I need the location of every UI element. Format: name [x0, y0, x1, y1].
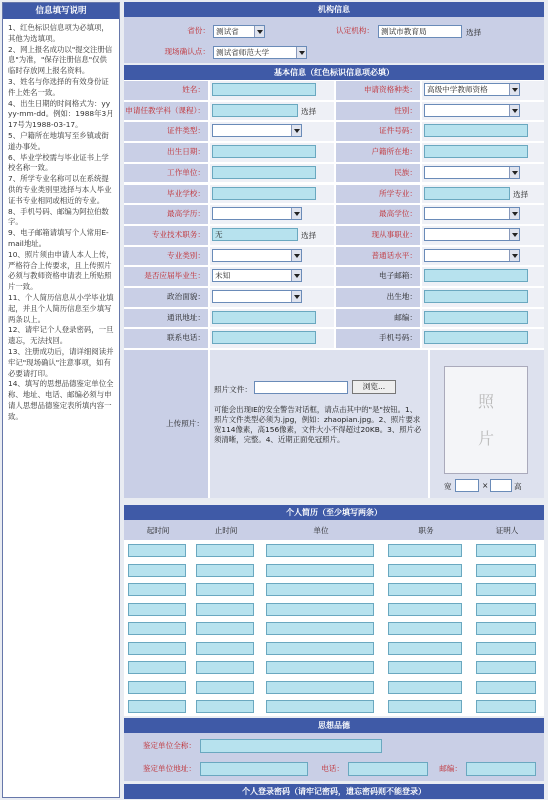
site-select[interactable]: 测试省师范大学 — [213, 46, 307, 59]
resume-cell-input[interactable] — [128, 544, 186, 557]
resume-cell-input[interactable] — [196, 544, 254, 557]
resume-cell-input[interactable] — [196, 681, 254, 694]
resume-cell-input[interactable] — [266, 603, 374, 616]
resume-cell-input[interactable] — [266, 661, 374, 674]
field-value: 高级中学教师资格 — [427, 85, 488, 94]
resume-cell-input[interactable] — [388, 603, 462, 616]
photo-label: 上传照片： — [124, 350, 208, 498]
field-label: 出生地： — [336, 288, 420, 307]
instruction-item: 8、手机号码、邮编为阿拉伯数字。 — [8, 206, 109, 227]
field-value: 未知 — [215, 271, 231, 281]
resume-cell-input[interactable] — [388, 544, 462, 557]
photo-placeholder-bottom: 片 — [477, 429, 494, 448]
resume-cell-input[interactable] — [476, 681, 536, 694]
resume-cell-input[interactable] — [128, 681, 186, 694]
resume-cell-input[interactable] — [266, 564, 374, 577]
field-input[interactable] — [212, 145, 316, 158]
instruction-item: 14、填写的思想品德鉴定单位全称、地址、电话、邮编必须与申请人思想品德鉴定表所填内容一致。 — [8, 379, 114, 421]
field-select[interactable] — [212, 249, 302, 262]
org-section — [124, 17, 544, 63]
instruction-item: 3、姓名与你选择的有效身份证件上姓名一致。 — [8, 76, 109, 97]
field-input[interactable] — [424, 290, 528, 303]
instruction-item: 10、照片须由申请人本人上传，严格符合上传要求，且上传照片必须与教师资格申请表上所贴照片一致。 — [8, 249, 114, 292]
field-label: 最高学位： — [336, 205, 420, 224]
field-label: 出生日期： — [124, 143, 208, 162]
field-input[interactable] — [212, 166, 316, 179]
resume-cell-input[interactable] — [388, 622, 462, 635]
instructions-title: 信息填写说明 — [3, 3, 119, 19]
resume-cell-input[interactable] — [388, 642, 462, 655]
resume-cell-input[interactable] — [388, 583, 462, 596]
field-label: 工作单位： — [124, 164, 208, 183]
moral-section-title: 思想品德 — [124, 718, 544, 733]
cert-org-input[interactable]: 测试市教育局 — [378, 25, 462, 38]
field-input[interactable] — [424, 269, 528, 282]
photo-file-label: 照片文件： — [214, 385, 252, 394]
moral-zip-input[interactable] — [466, 762, 536, 776]
moral-zip-label: 邮编： — [439, 764, 462, 773]
field-input[interactable] — [424, 124, 528, 137]
dropdown-arrow-icon — [509, 167, 519, 178]
instruction-item: 13、注册成功后，请详细阅读并牢记"现场确认"注意事项，如有必要请打印。 — [8, 346, 114, 378]
field-select[interactable] — [424, 249, 520, 262]
cert-org-label: 认定机构： — [336, 26, 374, 35]
field-select[interactable] — [212, 124, 302, 137]
resume-table — [124, 520, 544, 716]
cert-org-choose[interactable]: 选择 — [466, 28, 482, 37]
instruction-item: 5、户籍所在地填写至乡镇或街道办事处。 — [8, 130, 109, 151]
field-input[interactable] — [212, 331, 316, 344]
times-sign: × — [482, 481, 489, 490]
field-label: 证件号码： — [336, 122, 420, 141]
dropdown-arrow-icon — [291, 270, 301, 281]
instructions-panel — [2, 2, 120, 798]
field-label: 通讯地址： — [124, 309, 208, 328]
field-input[interactable] — [424, 311, 528, 324]
photo-file-input[interactable] — [254, 381, 348, 394]
dropdown-arrow-icon — [509, 105, 519, 116]
field-label: 专业技术职务： — [124, 226, 208, 245]
field-label: 普通话水平： — [336, 247, 420, 266]
dropdown-arrow-icon — [509, 229, 519, 240]
resume-header-cell: 证明人 — [495, 526, 519, 535]
resume-cell-input[interactable] — [388, 681, 462, 694]
field-label: 姓名： — [124, 81, 208, 100]
resume-cell-input[interactable] — [196, 603, 254, 616]
province-select[interactable]: 测试省 — [213, 25, 265, 38]
resume-cell-input[interactable] — [128, 642, 186, 655]
field-label: 申请任教学科（课程）： — [124, 102, 208, 121]
moral-section — [124, 733, 544, 781]
field-label: 专业类别： — [124, 247, 208, 266]
instructions-list — [3, 19, 119, 426]
resume-cell-input[interactable] — [128, 603, 186, 616]
instruction-item: 7、所学专业名称可以在系统提供的专业类别里选择与本人毕业证书专业相同或相近的专业。 — [8, 174, 112, 205]
moral-addr-input[interactable] — [200, 762, 308, 776]
resume-cell-input[interactable] — [476, 661, 536, 674]
field-select[interactable] — [424, 207, 520, 220]
field-label: 政治面貌： — [124, 288, 208, 307]
resume-cell-input[interactable] — [196, 700, 254, 713]
photo-preview-area — [430, 350, 544, 498]
field-input[interactable] — [212, 83, 316, 96]
dropdown-arrow-icon — [509, 250, 519, 261]
basic-info-form — [124, 80, 544, 350]
resume-cell-input[interactable] — [266, 622, 374, 635]
resume-cell-input[interactable] — [266, 544, 374, 557]
choose-link[interactable]: 选择 — [301, 106, 317, 116]
instruction-item: 11、个人简历信息从小学毕业填起，并且个人简历信息至少填写两条以上。 — [8, 292, 114, 324]
instruction-item: 12、请牢记个人登录密码，一旦遗忘，无法找回。 — [8, 325, 114, 346]
choose-link[interactable]: 选择 — [301, 230, 317, 240]
org-section-title: 机构信息 — [124, 2, 544, 17]
field-label: 毕业学校： — [124, 185, 208, 204]
resume-cell-input[interactable] — [266, 642, 374, 655]
choose-link[interactable]: 选择 — [513, 189, 529, 199]
field-label: 户籍所在地： — [336, 143, 420, 162]
resume-cell-input[interactable] — [388, 564, 462, 577]
field-select[interactable] — [424, 228, 520, 241]
dropdown-arrow-icon — [291, 291, 301, 302]
resume-cell-input[interactable] — [128, 564, 186, 577]
field-label: 证件类型： — [124, 122, 208, 141]
field-label: 最高学历： — [124, 205, 208, 224]
instruction-item: 9、电子邮箱请填写个人常用E-mail地址。 — [8, 228, 109, 248]
field-input[interactable] — [424, 145, 528, 158]
login-section-title: 个人登录密码（请牢记密码，遗忘密码则不能登录） — [124, 784, 544, 799]
dropdown-arrow-icon — [291, 208, 301, 219]
field-select[interactable] — [212, 269, 302, 282]
field-label: 性别： — [336, 102, 420, 121]
resume-cell-input[interactable] — [196, 642, 254, 655]
width-input[interactable] — [455, 479, 479, 492]
field-input[interactable] — [212, 311, 316, 324]
field-label: 联系电话： — [124, 329, 208, 348]
field-label: 邮编： — [336, 309, 420, 328]
field-label: 所学专业： — [336, 185, 420, 204]
field-select[interactable] — [212, 290, 302, 303]
resume-cell-input[interactable] — [196, 564, 254, 577]
photo-notes: 可能会出现IE的安全警告对话框，请点击其中的"是"按钮。1、照片文件类型必须为.jpg，例如：zhaopian.jpg。2、照片要求宽114像素，高156像素，文件大小不得超过20KB。3、照片必须清晰，完整。4、近期正面免冠照片。 — [214, 405, 422, 444]
moral-phone-input[interactable] — [348, 762, 428, 776]
resume-section-title: 个人简历（至少填写两条） — [124, 505, 544, 520]
field-select[interactable] — [212, 207, 302, 220]
moral-unit-input[interactable] — [200, 739, 382, 753]
photo-upload-area — [210, 350, 428, 498]
field-input[interactable] — [212, 187, 316, 200]
dropdown-arrow-icon — [509, 208, 519, 219]
height-input[interactable] — [490, 479, 512, 492]
instruction-item: 1、红色标识信息项为必填项，其他为选填项。 — [8, 23, 109, 43]
resume-cell-input[interactable] — [476, 700, 536, 713]
resume-cell-input[interactable] — [266, 681, 374, 694]
instruction-item: 4、出生日期的时间格式为：yyyy-mm-dd。例如：1988年3月17号为1988-03-17。 — [8, 98, 114, 130]
resume-cell-input[interactable] — [196, 622, 254, 635]
instruction-item: 2、网上报名成功以"提交注册信息"为准，"保存注册信息"仅供临时存放网上报名资料。 — [8, 44, 113, 76]
dropdown-arrow-icon — [509, 84, 519, 95]
resume-cell-input[interactable] — [476, 544, 536, 557]
resume-cell-input[interactable] — [476, 603, 536, 616]
moral-unit-label: 鉴定单位全称： — [142, 741, 196, 750]
field-label: 手机号码： — [336, 329, 420, 348]
field-input[interactable] — [212, 104, 298, 117]
field-select[interactable] — [424, 166, 520, 179]
resume-cell-input[interactable] — [128, 661, 186, 674]
field-input[interactable] — [424, 187, 510, 200]
resume-cell-input[interactable] — [388, 661, 462, 674]
dropdown-arrow-icon — [291, 125, 301, 136]
field-label: 申请资格种类： — [336, 81, 420, 100]
resume-cell-input[interactable] — [128, 583, 186, 596]
resume-cell-input[interactable] — [128, 700, 186, 713]
resume-cell-input[interactable] — [476, 564, 536, 577]
field-label: 民族： — [336, 164, 420, 183]
province-label: 省份： — [187, 26, 210, 35]
field-select[interactable] — [424, 83, 520, 96]
field-input[interactable] — [212, 228, 298, 241]
field-label: 是否应届毕业生： — [124, 267, 208, 286]
resume-cell-input[interactable] — [476, 583, 536, 596]
moral-addr-label: 鉴定单位地址： — [142, 764, 196, 773]
resume-cell-input[interactable] — [266, 700, 374, 713]
photo-section — [124, 350, 544, 498]
field-label: 现从事职业： — [336, 226, 420, 245]
field-label: 电子邮箱： — [336, 267, 420, 286]
resume-cell-input[interactable] — [476, 622, 536, 635]
instruction-item: 6、毕业学校需与毕业证书上学校名称一致。 — [8, 152, 109, 173]
photo-placeholder — [444, 366, 528, 474]
dropdown-arrow-icon — [291, 250, 301, 261]
field-input[interactable] — [424, 331, 528, 344]
resume-header-cell: 单位 — [313, 526, 329, 535]
field-value: 无 — [215, 229, 223, 239]
width-label: 宽 — [444, 482, 452, 491]
basic-section-title: 基本信息（红色标识信息项必填） — [124, 65, 544, 80]
moral-phone-label: 电话： — [321, 764, 344, 773]
resume-cell-input[interactable] — [266, 583, 374, 596]
resume-cell-input[interactable] — [128, 622, 186, 635]
photo-placeholder-top: 照 — [477, 392, 494, 411]
resume-header-cell: 止时间 — [214, 526, 238, 535]
resume-cell-input[interactable] — [388, 700, 462, 713]
resume-cell-input[interactable] — [476, 642, 536, 655]
resume-header-cell: 起时间 — [146, 526, 170, 535]
height-label: 高 — [514, 482, 522, 491]
resume-header-cell: 职务 — [418, 526, 434, 535]
browse-button[interactable]: 浏览... — [352, 380, 396, 394]
resume-cell-input[interactable] — [196, 583, 254, 596]
resume-cell-input[interactable] — [196, 661, 254, 674]
site-label: 现场确认点： — [164, 47, 210, 56]
field-select[interactable] — [424, 104, 520, 117]
